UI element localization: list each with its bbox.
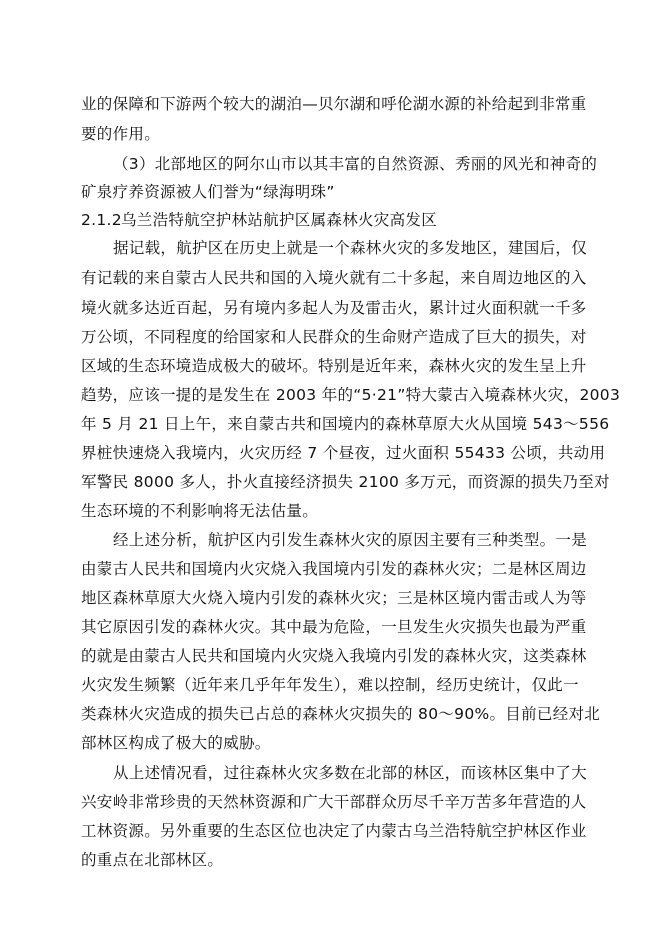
paragraph-line: 业的保障和下游两个较大的湖泊—贝尔湖和呼伦湖水源的补给起到非常重 xyxy=(81,95,587,113)
paragraph-line: 生态环境的不利影响将无法估量。 xyxy=(81,502,319,520)
paragraph-line: 界桩快速烧入我境内，火灾历经 7 个昼夜，过火面积 55433 公顷，共动用 xyxy=(81,444,606,462)
section-heading xyxy=(81,210,437,230)
paragraph-line: 地区森林草原大火烧入境内引发的森林火灾；三是林区境内雷击或人为等 xyxy=(81,589,587,607)
section-number: 2.1.2 xyxy=(81,211,122,229)
paragraph-line: 部林区构成了极大的威胁。 xyxy=(81,734,271,752)
section-title: 乌兰浩特航空护林站航护区属森林火灾高发区 xyxy=(121,211,438,229)
paragraph-line: 军警民 8000 多人，扑火直接经济损失 2100 多万元，而资源的损失乃至对 xyxy=(81,473,610,491)
paragraph-line: 兴安岭非常珍贵的天然林资源和广大干部群众历尽千辛万苦多年营造的人 xyxy=(81,793,587,811)
paragraph-line: 火灾发生频繁（近年来几乎年年发生），难以控制，经历史统计，仅此一 xyxy=(81,676,579,694)
paragraph-line: 的重点在北部林区。 xyxy=(81,851,224,869)
paragraph-line: 趋势，应该一提的是发生在 2003 年的“5·21”特大蒙古入境森林火灾，2003 xyxy=(81,386,621,404)
paragraph-line: 据记载，航护区在历史上就是一个森林火灾的多发地区，建国后，仅 xyxy=(113,239,588,257)
paragraph-line: 工林资源。另外重要的生态区位也决定了内蒙古乌兰浩特航空护林区作业 xyxy=(81,822,587,840)
paragraph-line: （3）北部地区的阿尔山市以其丰富的自然资源、秀丽的风光和神奇的 xyxy=(113,155,598,173)
paragraph-line: 类森林火灾造成的损失已占总的森林火灾损失的 80～90%。目前已经对北 xyxy=(81,705,601,723)
paragraph-line: 经上述分析，航护区内引发生森林火灾的原因主要有三种类型。一是 xyxy=(113,531,588,549)
paragraph-line: 要的作用。 xyxy=(81,125,161,143)
paragraph-line: 境火就多达近百起，另有境内多起人为及雷击火，累计过火面积就一千多 xyxy=(81,299,587,317)
paragraph-line: 区域的生态环境造成极大的破坏。特别是近年来，森林火灾的发生呈上升 xyxy=(81,357,587,375)
paragraph-line: 年 5 月 21 日上午，来自蒙古共和国境内的森林草原大火从国境 543～556 xyxy=(81,415,610,433)
paragraph-line: 有记载的来自蒙古人民共和国的入境火就有二十多起，来自周边地区的入 xyxy=(81,269,587,287)
paragraph-line: 矿泉疗养资源被人们誉为“绿海明珠” xyxy=(81,183,335,201)
paragraph-line: 从上述情况看，过往森林火灾多数在北部的林区，而该林区集中了大 xyxy=(113,764,588,782)
paragraph-line: 的就是由蒙古人民共和国境内火灾烧入我境内引发的森林火灾，这类森林 xyxy=(81,647,587,665)
paragraph-line: 万公顷，不同程度的给国家和人民群众的生命财产造成了巨大的损失，对 xyxy=(81,328,587,346)
paragraph-line: 由蒙古人民共和国境内火灾烧入我国境内引发的森林火灾；二是林区周边 xyxy=(81,560,587,578)
paragraph-line: 其它原因引发的森林火灾。其中最为危险，一旦发生火灾损失也最为严重 xyxy=(81,618,587,636)
